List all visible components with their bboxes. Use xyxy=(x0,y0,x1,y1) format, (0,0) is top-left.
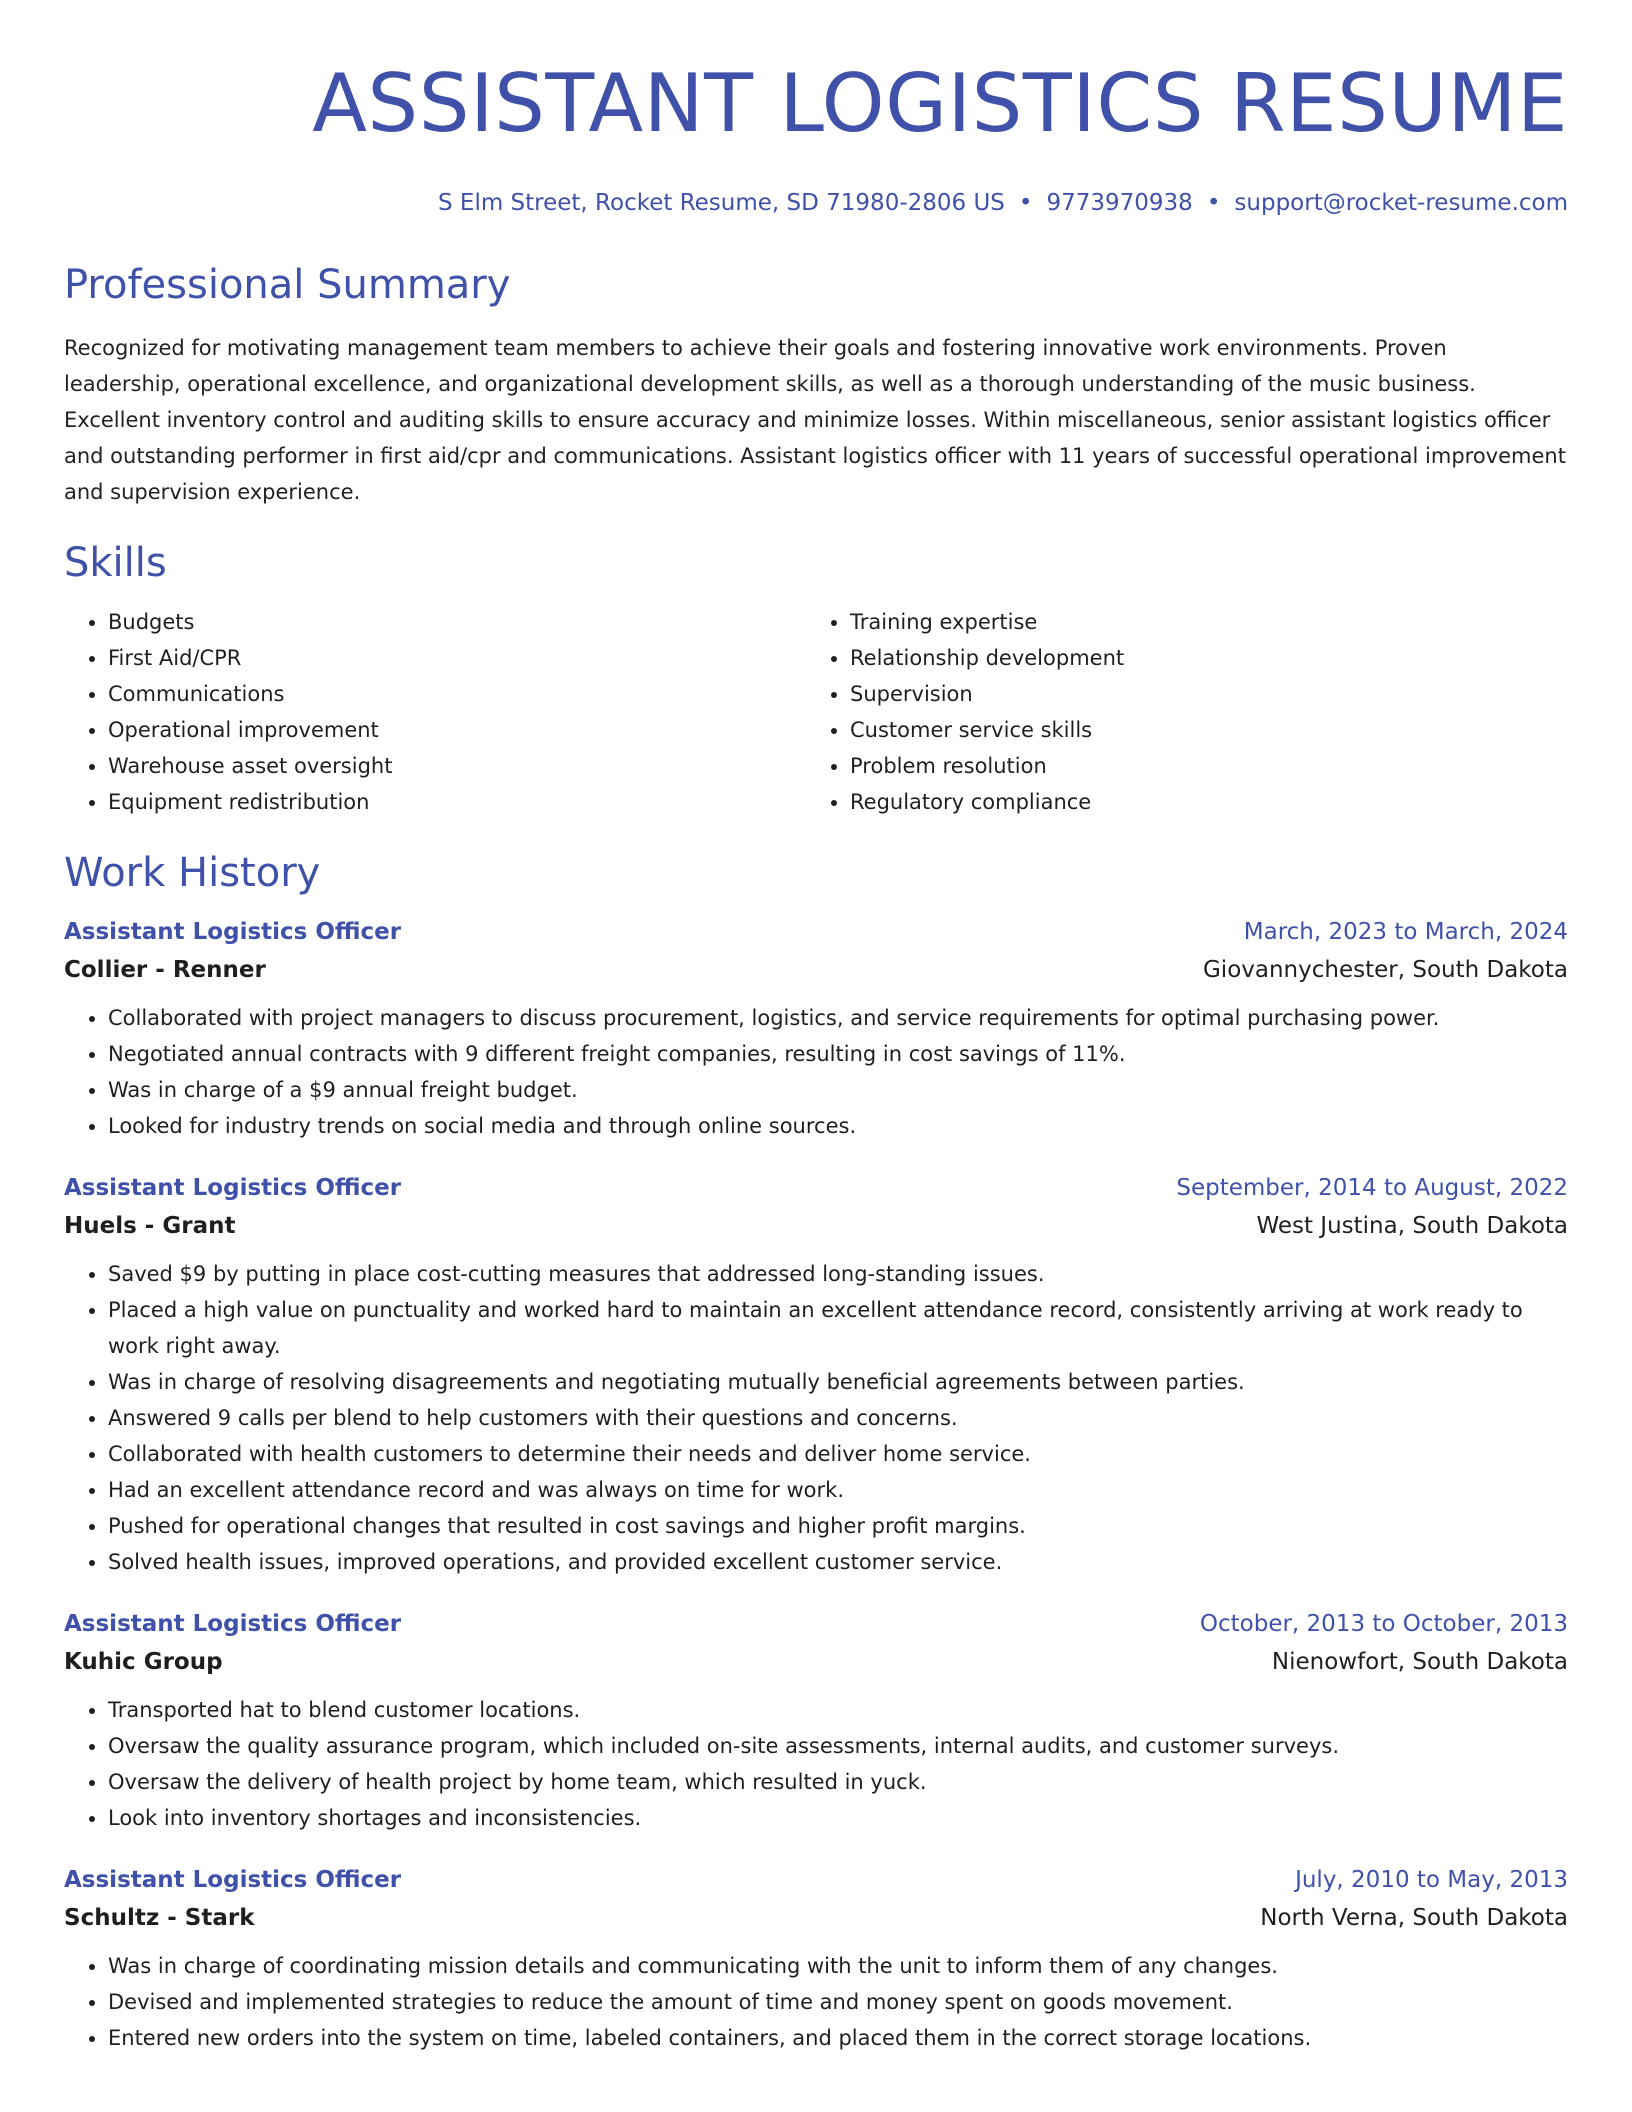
job-bullet: • Solved health issues, improved operations, and provided excellent customer service. xyxy=(108,1544,1568,1580)
skills-column-left xyxy=(64,604,806,820)
job-subheader xyxy=(64,1642,1568,1682)
job-bullet: • Pushed for operational changes that resulted in cost savings and higher profit margins. xyxy=(108,1508,1568,1544)
job-company: Kuhic Group xyxy=(64,1649,223,1675)
job-dates: October, 2013 to October, 2013 xyxy=(1199,1611,1568,1637)
job-location: Giovannychester, South Dakota xyxy=(1202,957,1568,983)
job-subheader xyxy=(64,950,1568,990)
job-bullets xyxy=(64,1948,1568,2056)
job-header xyxy=(64,914,1568,950)
job-bullet: • Oversaw the delivery of health project by home team, which resulted in yuck. xyxy=(108,1764,1568,1800)
work-history-heading: Work History xyxy=(64,850,321,896)
job-company: Collier - Renner xyxy=(64,957,266,983)
job-dates: March, 2023 to March, 2024 xyxy=(1243,919,1568,945)
job-bullet: • Look into inventory shortages and inconsistencies. xyxy=(108,1800,1568,1836)
job-title: Assistant Logistics Officer xyxy=(64,1611,402,1637)
contact-separator: • xyxy=(1018,190,1033,216)
contact-separator: • xyxy=(1206,190,1221,216)
job-bullets xyxy=(64,1256,1568,1580)
job-title: Assistant Logistics Officer xyxy=(64,919,402,945)
job-entry xyxy=(64,914,1568,1144)
skill-item: • First Aid/CPR xyxy=(108,640,806,676)
job-bullet: • Placed a high value on punctuality and worked hard to maintain an excellent attendance record, consistently arriving at work ready to work right away. xyxy=(108,1292,1568,1364)
job-entry xyxy=(64,1862,1568,2056)
job-company: Schultz - Stark xyxy=(64,1905,255,1931)
job-bullet: • Devised and implemented strategies to reduce the amount of time and money spent on goods movement. xyxy=(108,1984,1568,2020)
skills-heading: Skills xyxy=(64,540,167,586)
skills-column-right xyxy=(806,604,1548,820)
job-location: North Verna, South Dakota xyxy=(1260,1905,1568,1931)
skill-item: • Relationship development xyxy=(850,640,1548,676)
skill-item: • Warehouse asset oversight xyxy=(108,748,806,784)
job-subheader xyxy=(64,1206,1568,1246)
skill-item: • Customer service skills xyxy=(850,712,1548,748)
job-bullet: • Transported hat to blend customer locations. xyxy=(108,1692,1568,1728)
resume-page xyxy=(64,0,1568,2056)
job-bullet: • Looked for industry trends on social media and through online sources. xyxy=(108,1108,1568,1144)
job-title: Assistant Logistics Officer xyxy=(64,1175,402,1201)
skill-item: • Problem resolution xyxy=(850,748,1548,784)
job-dates: September, 2014 to August, 2022 xyxy=(1176,1175,1568,1201)
contact-phone: 9773970938 xyxy=(1046,190,1193,216)
job-bullet: • Oversaw the quality assurance program, which included on-site assessments, internal audits, and customer surveys. xyxy=(108,1728,1568,1764)
job-bullet: • Entered new orders into the system on time, labeled containers, and placed them in the correct storage locations. xyxy=(108,2020,1568,2056)
contact-email[interactable]: support@rocket-resume.com xyxy=(1234,190,1568,216)
job-company: Huels - Grant xyxy=(64,1213,236,1239)
job-header xyxy=(64,1170,1568,1206)
job-dates: July, 2010 to May, 2013 xyxy=(1295,1867,1568,1893)
skills-list xyxy=(64,604,1568,820)
job-location: Nienowfort, South Dakota xyxy=(1271,1649,1568,1675)
skill-item: • Training expertise xyxy=(850,604,1548,640)
skill-item: • Regulatory compliance xyxy=(850,784,1548,820)
job-subheader xyxy=(64,1898,1568,1938)
job-header xyxy=(64,1606,1568,1642)
job-bullet: • Was in charge of a $9 annual freight budget. xyxy=(108,1072,1568,1108)
contact-line xyxy=(64,188,1568,218)
skill-item: • Communications xyxy=(108,676,806,712)
job-bullet: • Collaborated with health customers to determine their needs and deliver home service. xyxy=(108,1436,1568,1472)
contact-address: S Elm Street, Rocket Resume, SD 71980-2806 US xyxy=(438,190,1005,216)
job-entry xyxy=(64,1170,1568,1580)
job-bullets xyxy=(64,1692,1568,1836)
job-bullets xyxy=(64,1000,1568,1144)
job-bullet: • Negotiated annual contracts with 9 different freight companies, resulting in cost savings of 11%. xyxy=(108,1036,1568,1072)
job-bullet: • Was in charge of coordinating mission details and communicating with the unit to inform them of any changes. xyxy=(108,1948,1568,1984)
job-entry xyxy=(64,1606,1568,1836)
summary-text: Recognized for motivating management team members to achieve their goals and fostering innovative work environments. Proven leadership, operational excellence, and organizational development skills, as well as a thorough understanding of the music business. Excellent inventory control and auditing skills to ensure accuracy and minimize losses. Within miscellaneous, senior assistant logistics officer and outstanding performer in first aid/cpr and communications. Assistant logistics officer with 11 years of successful operational improvement and supervision experience. xyxy=(64,336,1566,504)
job-bullet: • Collaborated with project managers to discuss procurement, logistics, and service requirements for optimal purchasing power. xyxy=(108,1000,1568,1036)
skill-item: • Budgets xyxy=(108,604,806,640)
job-title: Assistant Logistics Officer xyxy=(64,1867,402,1893)
skill-item: • Operational improvement xyxy=(108,712,806,748)
skill-item: • Equipment redistribution xyxy=(108,784,806,820)
job-bullet: • Answered 9 calls per blend to help customers with their questions and concerns. xyxy=(108,1400,1568,1436)
job-bullet: • Was in charge of resolving disagreements and negotiating mutually beneficial agreements between parties. xyxy=(108,1364,1568,1400)
job-location: West Justina, South Dakota xyxy=(1256,1213,1568,1239)
job-header xyxy=(64,1862,1568,1898)
job-bullet: • Saved $9 by putting in place cost-cutting measures that addressed long-standing issues. xyxy=(108,1256,1568,1292)
skill-item: • Supervision xyxy=(850,676,1548,712)
resume-title: ASSISTANT LOGISTICS RESUME xyxy=(312,57,1568,150)
job-bullet: • Had an excellent attendance record and was always on time for work. xyxy=(108,1472,1568,1508)
summary-heading: Professional Summary xyxy=(64,262,511,308)
